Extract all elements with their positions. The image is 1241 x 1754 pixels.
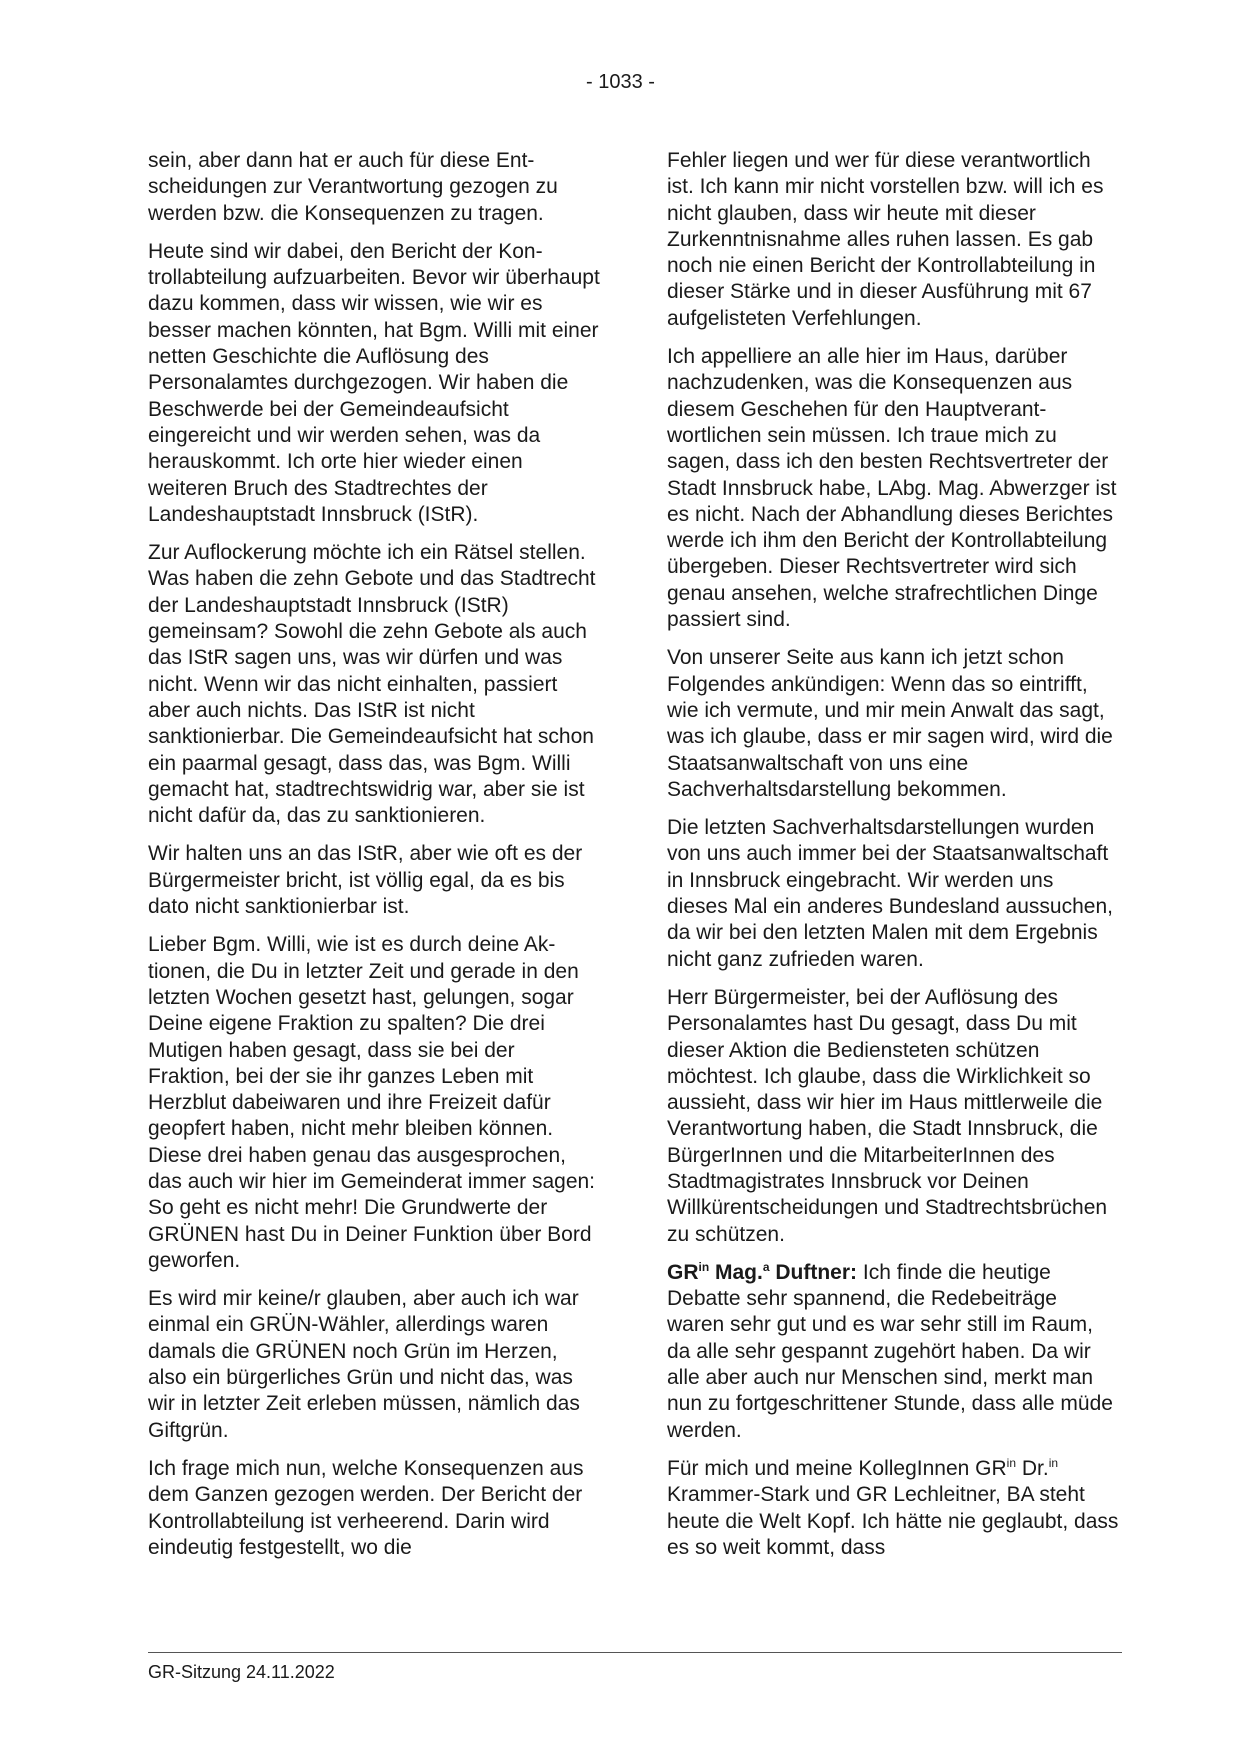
text-run: Krammer-Stark und GR Lechleitner, BA steht heute die Welt Kopf. Ich hätte nie geglaubt, dass es so weit kommt, dass <box>667 1483 1119 1559</box>
paragraph: Es wird mir keine/r glauben, aber auch ich war einmal ein GRÜN-Wähler, allerdings waren damals die GRÜNEN noch Grün im Herzen, also ein bürgerliches Grün und nicht das, was wir in letzter Zeit erleben müssen, nämlich das Giftgrün. <box>148 1287 580 1442</box>
paragraph <box>667 1456 1119 1561</box>
title-suffix: in <box>1048 1455 1059 1470</box>
paragraph: Wir halten uns an das IStR, aber wie oft es der Bürgermeister bricht, ist völlig egal, da es bis dato nicht sanktionierbar ist. <box>148 842 583 919</box>
footer-session-date: GR-Sitzung 24.11.2022 <box>148 1662 335 1682</box>
paragraph: Heute sind wir dabei, den Bericht der Kontrollabteilung aufzuarbeiten. Bevor wir überhaupt dazu kommen, dass wir wissen, wie wir es besser machen könnten, hat Bgm. Willi mit einer netten Geschichte die Auflösung des Personalamtes durchgezogen. Wir haben die Beschwerde bei der Gemeindeaufsicht eingereicht und wir werden sehen, was da herauskommt. Ich orte hier wieder einen weiteren Bruch des Stadtrechtes der Landeshauptstadt Innsbruck (IStR). <box>148 239 600 526</box>
paragraph: Ich appelliere an alle hier im Haus, darüber nachzudenken, was die Konsequenzen aus diesem Geschehen für den Hauptverantwortlichen sein müssen. Ich traue mich zu sagen, dass ich den besten Rechtsvertreter der Stadt Innsbruck habe, LAbg. Mag. Abwerzger ist es nicht. Nach der Abhandlung dieses Berichtes werde ich ihm den Bericht der Kontrollabteilung übergeben. Dieser Rechtsvertreter wird sich genau ansehen, welche strafrechtlichen Dinge passiert sind. <box>667 345 1117 632</box>
footer-divider <box>148 1652 1122 1653</box>
text-run: Für mich und meine KollegInnen GR <box>667 1456 1007 1480</box>
paragraph: sein, aber dann hat er auch für diese Entscheidungen zur Verantwortung gezogen zu werden bzw. die Konsequenzen zu tragen. <box>148 149 558 225</box>
title-suffix: in <box>1006 1455 1017 1470</box>
paragraph: Zur Auflockerung möchte ich ein Rätsel stellen. Was haben die zehn Gebote und das Stadtrecht der Landeshauptstadt Innsbruck (IStR) gemeinsam? Sowohl die zehn Gebote als auch das IStR sagen uns, was wir dürfen und was nicht. Wenn wir das nicht einhalten, passiert aber auch nichts. Das IStR ist nicht sanktionierbar. Die Gemeindeaufsicht hat schon ein paarmal gesagt, dass das, was Bgm. Willi gemacht hat, stadtrechtswidrig war, aber sie ist nicht dafür da, das zu sanktionieren. <box>148 541 596 828</box>
paragraph: Herr Bürgermeister, bei der Auflösung des Personalamtes hast Du gesagt, dass Du mit dieser Aktion die Bediensteten schützen möchtest. Ich glaube, dass die Wirklichkeit so aussieht, dass wir hier im Haus mittlerweile die Verantwortung haben, die Stadt Innsbruck, die BürgerInnen und die MitarbeiterInnen des Stadtmagistrates Innsbruck vor Deinen Willkürentscheidungen und Stadtrechtsbrüchen zu schützen. <box>667 985 1108 1246</box>
paragraph: Lieber Bgm. Willi, wie ist es durch deine Aktionen, die Du in letzter Zeit und gerade in den letzten Wochen gesetzt hast, gelungen, sogar Deine eigene Fraktion zu spalten? Die drei Mutigen haben gesagt, dass sie bei der Fraktion, bei der sie ihr ganzes Leben mit Herzblut dabeiwaren und ihre Freizeit dafür geopfert haben, nicht mehr bleiben können. Diese drei haben genau das ausgesprochen, das auch wir hier im Gemeinderat immer sagen: So geht es nicht mehr! Die Grundwerte der GRÜNEN hast Du in Deiner Funktion über Bord geworfen. <box>148 933 596 1272</box>
speaker-title-mag-suffix: a <box>762 1259 770 1274</box>
paragraph: Ich frage mich nun, welche Konsequenzen aus dem Ganzen gezogen werden. Der Bericht der Kontrollabteilung ist verheerend. Darin wird eindeutig festgestellt, wo die <box>148 1456 584 1559</box>
speaker-title-mag: Mag. <box>709 1260 763 1284</box>
speaker-title-gr-suffix: in <box>698 1259 710 1274</box>
speech-text: Ich finde die heutige Debatte sehr spannend, die Redebeiträge waren sehr gut und es war sehr still im Raum, da alle sehr gespannt zugehört haben. Da wir alle aber auch nur Menschen sind, merkt man nun zu fortgeschrittener Stunde, dass alle müde werden. <box>667 1260 1113 1442</box>
text-run: Dr. <box>1016 1456 1049 1480</box>
paragraph: Von unserer Seite aus kann ich jetzt schon Folgendes ankündigen: Wenn das so eintrifft, wie ich vermute, und mir mein Anwalt das sagt, was ich glaube, dass er mir sagen wird, wird die Staatsanwaltschaft von uns eine Sachverhaltsdarstellung bekommen. <box>667 646 1113 801</box>
speaker-name <box>667 1261 857 1284</box>
speech-paragraph <box>667 1260 1119 1444</box>
speaker-title-gr: GR <box>667 1260 699 1284</box>
right-column <box>667 148 1119 1573</box>
paragraph: Die letzten Sachverhaltsdarstellungen wurden von uns auch immer bei der Staatsanwaltschaft in Innsbruck eingebracht. Wir werden uns dieses Mal ein anderes Bundesland aussuchen, da wir bei den letzten Malen mit dem Ergebnis nicht ganz zufrieden waren. <box>667 816 1113 971</box>
page-number: - 1033 - <box>586 71 655 93</box>
speaker-surname: Duftner: <box>769 1260 858 1284</box>
left-column <box>148 148 600 1573</box>
paragraph: Fehler liegen und wer für diese verantwortlich ist. Ich kann mir nicht vorstellen bzw. will ich es nicht glauben, dass wir heute mit dieser Zurkenntnisnahme alles ruhen lassen. Es gab noch nie einen Bericht der Kontrollabteilung in dieser Stärke und in dieser Ausführung mit 67 aufgelisteten Verfehlungen. <box>667 149 1104 330</box>
